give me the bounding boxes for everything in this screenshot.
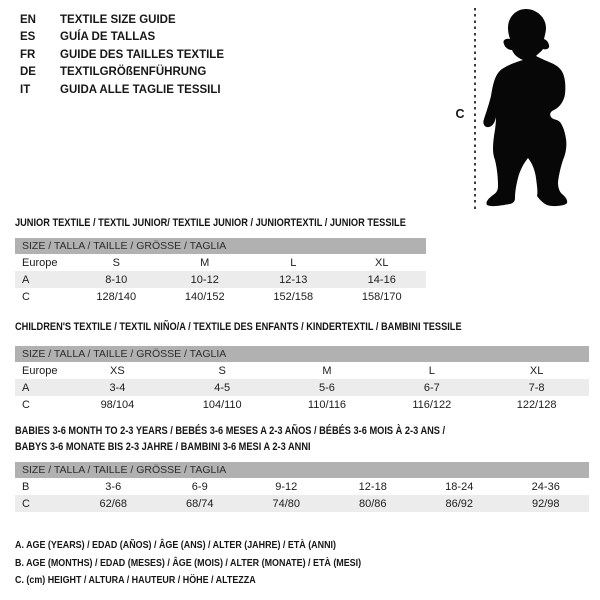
size-cell: 122/128 [516, 398, 557, 411]
row-label: C [22, 290, 30, 303]
measure-legend [15, 537, 422, 590]
babies-size-table [15, 462, 589, 512]
language-code: IT [20, 83, 31, 96]
size-cell: 80/86 [330, 495, 417, 512]
size-cell: 8-10 [72, 271, 161, 288]
size-cell: S [112, 256, 120, 269]
size-cell: L [290, 256, 297, 269]
table-row [15, 362, 589, 379]
babies-table-title-line2: BABYS 3-6 MONATE BIS 2-3 JAHRE / BAMBINI 3-6 MESI A 2-3 ANNI [15, 441, 311, 453]
language-title-list [20, 12, 224, 99]
table-row [15, 478, 589, 495]
table-row [15, 288, 426, 305]
size-cell: M [322, 364, 332, 377]
size-cell: 3-6 [105, 480, 122, 493]
language-title: GUIDA ALLE TAGLIE TESSILI [60, 83, 221, 96]
table-row [15, 396, 589, 413]
table-row [15, 254, 426, 271]
size-cell: 14-16 [338, 271, 427, 288]
table-row [15, 495, 589, 512]
language-title: TEXTILE SIZE GUIDE [60, 14, 176, 26]
children-size-table [15, 346, 589, 413]
language-code: ES [20, 31, 36, 44]
size-cell: 10-12 [161, 271, 250, 288]
height-dotted-line [474, 8, 476, 210]
size-cell: 7-8 [484, 379, 589, 396]
baby-silhouette-icon [482, 7, 574, 207]
language-code: DE [20, 66, 36, 79]
size-cell: 18-24 [445, 480, 474, 493]
size-cell: 24-36 [531, 480, 560, 493]
size-cell: L [428, 364, 435, 377]
size-cell: 116/122 [412, 398, 452, 411]
children-table-title: CHILDREN'S TEXTILE / TEXTIL NIÑO/A / TEXTILE DES ENFANTS / KINDERTEXTIL / BAMBINI TESSILE [15, 321, 462, 333]
size-cell: 140/152 [184, 290, 225, 303]
language-row [20, 29, 224, 46]
language-row [20, 47, 224, 64]
size-cell: M [200, 256, 210, 269]
size-cell: XL [529, 364, 544, 377]
size-cell: 12-13 [249, 271, 338, 288]
language-row [20, 64, 224, 81]
size-cell: XS [110, 364, 125, 377]
size-header-text: SIZE / TALLA / TAILLE / GRÖSSE / TAGLIA [15, 462, 589, 478]
figure-height-label: C [455, 107, 465, 121]
row-label: Europe [22, 256, 58, 269]
row-label: B [22, 480, 30, 493]
size-cell: 104/110 [202, 398, 242, 411]
size-cell: 5-6 [275, 379, 380, 396]
language-code: FR [20, 48, 36, 61]
table-row [15, 379, 589, 396]
row-label: A [15, 379, 65, 396]
size-cell: 9-12 [275, 480, 298, 493]
language-code: EN [20, 14, 36, 26]
size-cell: 62/68 [70, 495, 157, 512]
size-cell: 158/170 [361, 290, 402, 303]
size-cell: 98/104 [100, 398, 135, 411]
legend-line-a: A. AGE (YEARS) / EDAD (AÑOS) / ÂGE (ANS) / ALTER (JAHRE) / ETÀ (ANNI) [15, 539, 336, 551]
size-header-bar [15, 238, 426, 254]
row-label: C [15, 495, 70, 512]
size-cell: S [218, 364, 226, 377]
size-cell: 92/98 [503, 495, 590, 512]
size-cell: 152/158 [273, 290, 314, 303]
row-label: C [22, 398, 30, 411]
size-cell: 6-7 [379, 379, 484, 396]
size-cell: 12-18 [358, 480, 387, 493]
table-row [15, 271, 426, 288]
size-cell: 4-5 [170, 379, 275, 396]
language-row [20, 12, 224, 29]
size-header-bar [15, 346, 589, 362]
language-title: GUIDE DES TAILLES TEXTILE [60, 48, 224, 61]
junior-table-title: JUNIOR TEXTILE / TEXTIL JUNIOR/ TEXTILE JUNIOR / JUNIORTEXTIL / JUNIOR TESSILE [15, 217, 406, 229]
row-label: A [15, 271, 72, 288]
size-cell: 3-4 [65, 379, 170, 396]
legend-line-c: C. (cm) HEIGHT / ALTURA / HAUTEUR / HÖHE / ALTEZZA [15, 574, 256, 587]
size-cell: 110/116 [307, 398, 347, 411]
size-header-bar [15, 462, 589, 478]
size-cell: 86/92 [416, 495, 503, 512]
size-cell: 68/74 [157, 495, 244, 512]
language-title: TEXTILGRÖßENFÜHRUNG [60, 66, 207, 79]
junior-size-table [15, 238, 426, 305]
language-row [20, 82, 224, 99]
language-title: GUÍA DE TALLAS [60, 31, 156, 44]
size-cell: 6-9 [191, 480, 208, 493]
size-cell: XL [375, 256, 389, 269]
size-header-text: SIZE / TALLA / TAILLE / GRÖSSE / TAGLIA [15, 346, 589, 362]
babies-table-title-line1: BABIES 3-6 MONTH TO 2-3 YEARS / BEBÉS 3-6 MESES A 2-3 AÑOS / BÉBÉS 3-6 MOIS À 2-3 ANS / [15, 425, 446, 437]
size-cell: 128/140 [96, 290, 137, 303]
size-header-text: SIZE / TALLA / TAILLE / GRÖSSE / TAGLIA [15, 238, 426, 254]
row-label: Europe [22, 364, 58, 377]
legend-line-b: B. AGE (MONTHS) / EDAD (MESES) / ÂGE (MOIS) / ALTER (MONATE) / ETÀ (MESI) [15, 556, 362, 569]
size-cell: 74/80 [243, 495, 330, 512]
